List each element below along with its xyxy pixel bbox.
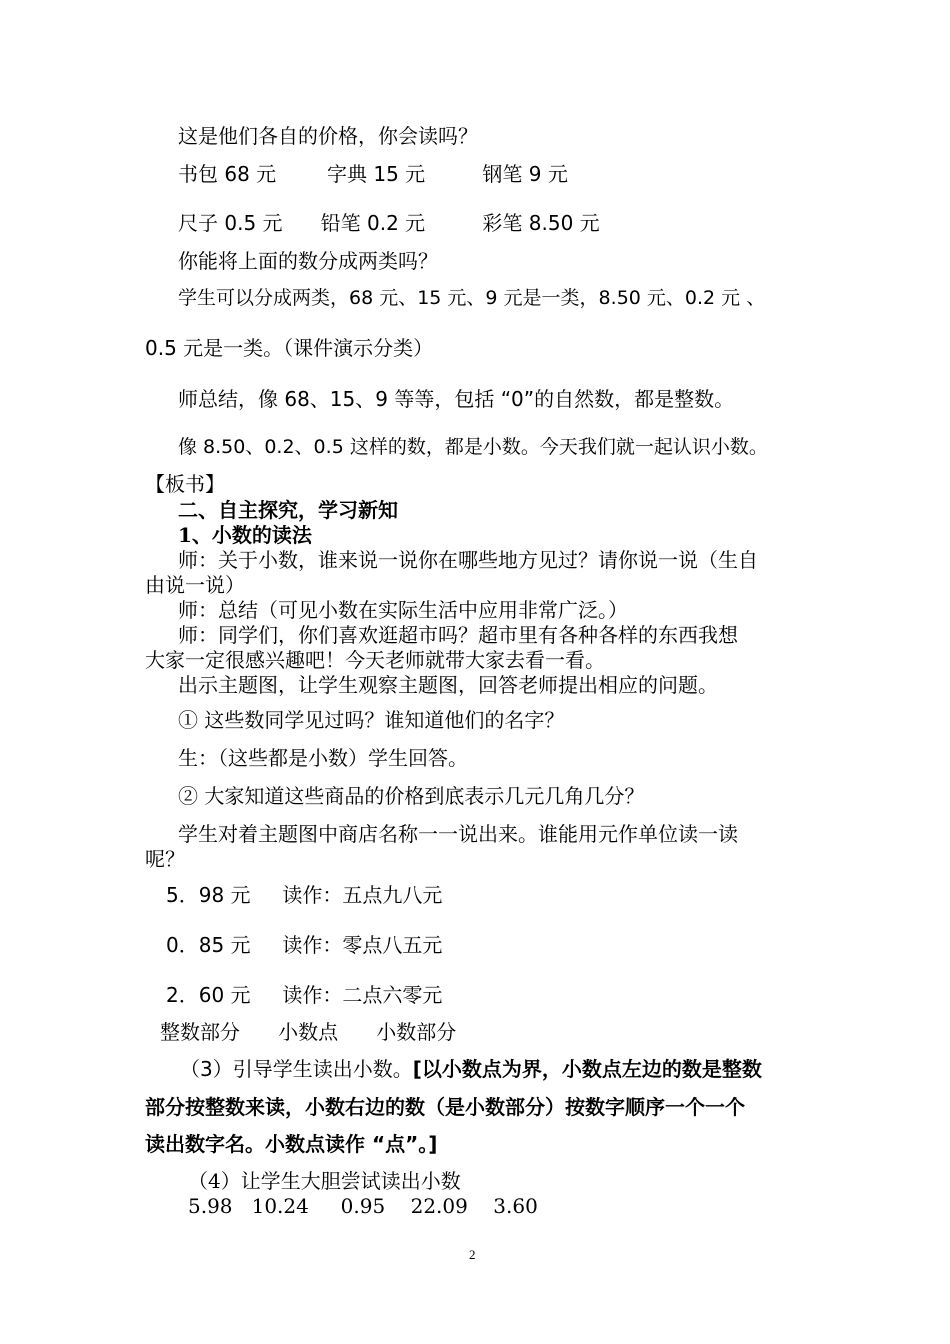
text-line: 由说一说） xyxy=(145,573,245,597)
decimal-example: 0．85 元 读作：零点八五元 xyxy=(166,933,443,957)
instruction-text: （3）引导学生读出小数。 xyxy=(180,1057,413,1081)
text-line: 0.5 元是一类。（课件演示分类） xyxy=(145,336,434,360)
rule-text: 部分按整数来读，小数右边的数（是小数部分）按数字顺序一个一个 xyxy=(145,1095,745,1119)
text-line: 呢？ xyxy=(145,847,185,871)
decimal-example: 2．60 元 读作：二点六零元 xyxy=(166,983,443,1007)
text-line: 书包 68 元 字典 15 元 钢笔 9 元 xyxy=(178,162,568,186)
text-line: 学生对着主题图中商店名称一一说出来。谁能用元作单位读一读 xyxy=(178,822,738,846)
text-line: 尺子 0.5 元 铅笔 0.2 元 彩笔 8.50 元 xyxy=(178,211,600,235)
section-heading: 二、自主探究，学习新知 xyxy=(178,498,398,522)
decimal-practice-list: 5.98 10.24 0.95 22.09 3.60 xyxy=(188,1194,538,1218)
text-line: 这是他们各自的价格，你会读吗？ xyxy=(178,124,478,148)
text-line: 师总结，像 68、15、9 等等，包括 “0”的自然数，都是整数。 xyxy=(178,387,735,411)
question-item: ② 大家知道这些商品的价格到底表示几元几角几分？ xyxy=(178,784,645,808)
text-line: 生：（这些都是小数）学生回答。 xyxy=(178,746,468,770)
text-line: （4）让学生大胆尝试读出小数 xyxy=(188,1169,461,1193)
decimal-parts-labels: 整数部分 小数点 小数部分 xyxy=(160,1020,457,1044)
rule-text: 读出数字名。小数点读作 “点”。] xyxy=(145,1132,438,1156)
text-line: 师：同学们，你们喜欢逛超市吗？超市里有各种各样的东西我想 xyxy=(178,623,738,647)
text-line: 你能将上面的数分成两类吗？ xyxy=(178,249,438,273)
text-line: 师：总结（可见小数在实际生活中应用非常广泛。） xyxy=(178,598,628,622)
text-line: 学生可以分成两类，68 元、15 元、9 元是一类，8.50 元、0.2 元 、 xyxy=(178,287,766,309)
text-line: 像 8.50、0.2、0.5 这样的数，都是小数。今天我们就一起认识小数。 xyxy=(178,436,768,458)
board-writing-label: 【板书】 xyxy=(145,472,225,496)
page-number: 2 xyxy=(469,1247,476,1262)
rule-text: [以小数点为界，小数点左边的数是整数 xyxy=(412,1057,762,1081)
subsection-heading: 1、小数的读法 xyxy=(178,523,312,547)
text-line: 师：关于小数，谁来说一说你在哪些地方见过？请你说一说（生自 xyxy=(178,548,758,572)
text-line xyxy=(180,1059,762,1079)
decimal-example: 5．98 元 读作：五点九八元 xyxy=(166,883,443,907)
question-item: ① 这些数同学见过吗？谁知道他们的名字？ xyxy=(178,708,565,732)
text-line: 大家一定很感兴趣吧！今天老师就带大家去看一看。 xyxy=(145,648,605,672)
text-line: 出示主题图，让学生观察主题图，回答老师提出相应的问题。 xyxy=(178,673,718,697)
